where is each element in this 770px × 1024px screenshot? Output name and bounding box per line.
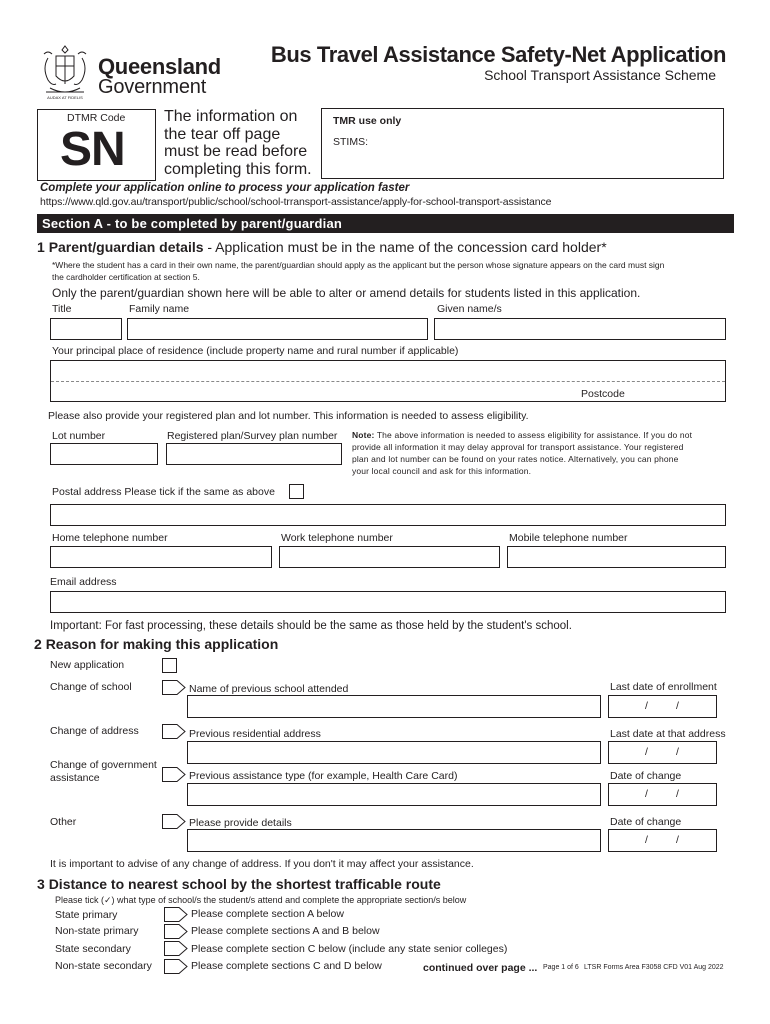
date-separator: / [676, 834, 679, 846]
school-type-label: State secondary [55, 943, 131, 955]
arrow-right-icon [162, 767, 186, 782]
arrow-right-icon [162, 814, 186, 829]
change-school-label: Change of school [50, 681, 132, 693]
q2-heading-text: Reason for making this application [45, 636, 279, 652]
plan-lot-note-line: provide all information it may delay approval for transport assistance. Your registered [352, 442, 684, 452]
arrow-right-icon [164, 941, 188, 956]
new-application-checkbox[interactable] [162, 658, 177, 673]
plan-lot-note-line: your local council and ask for this information. [352, 466, 532, 476]
logo-queensland: Queensland [98, 54, 221, 79]
postcode-label: Postcode [581, 388, 625, 400]
change-government-label [50, 759, 157, 785]
prev-address-input[interactable] [187, 741, 601, 764]
q1-heading-bold: Parent/guardian details [48, 239, 204, 255]
change-government-line: assistance [50, 772, 100, 784]
note-text: The above information is needed to assess eligibility for assistance. If you do not [374, 430, 693, 440]
online-heading: Complete your application online to process your application faster [40, 182, 410, 194]
q3-number: 3 [37, 876, 45, 892]
q1-footnote-line: *Where the student has a card in their own name, the parent/guardian should apply as the applicant but the person whose signature appears on the card must sign [52, 260, 665, 270]
given-name-input[interactable] [434, 318, 726, 340]
dtmr-code-label: DTMR Code [67, 112, 126, 124]
date-of-change-date[interactable] [608, 783, 717, 806]
prev-assistance-input[interactable] [187, 783, 601, 806]
mobile-telephone-input[interactable] [507, 546, 726, 568]
page-subtitle: School Transport Assistance Scheme [484, 67, 716, 83]
q1-footnote-line: the cardholder certification at section 5. [52, 272, 200, 282]
state-primary-checkbox[interactable] [164, 907, 188, 922]
tear-off-info [164, 108, 312, 178]
svg-text:AUDAX AT FIDELIS: AUDAX AT FIDELIS [47, 95, 83, 100]
work-telephone-label: Work telephone number [281, 532, 393, 544]
state-secondary-checkbox[interactable] [164, 941, 188, 956]
dtmr-code-value: SN [60, 123, 125, 176]
q1-footnote [52, 259, 664, 283]
online-url[interactable]: https://www.qld.gov.au/transport/public/school/school-trransport-assistance/apply-for-school-transport-assistance [40, 196, 552, 208]
date-separator: / [676, 788, 679, 800]
plan-lot-note-line: plan and lot number can be found on your rates notice. Alternatively, you can phone [352, 454, 679, 464]
change-government-checkbox[interactable] [162, 767, 186, 782]
plan-note: Please also provide your registered plan and lot number. This information is needed to assess eligibility. [48, 410, 529, 422]
q1-number: 1 [37, 239, 45, 255]
lot-number-input[interactable] [50, 443, 158, 465]
q3-instruction: Please tick (✓) what type of school/s the student/s attend and complete the appropriate section/s below [55, 895, 467, 905]
last-enrolment-label: Last date of enrollment [610, 681, 717, 693]
crest-icon [36, 42, 94, 102]
email-input[interactable] [50, 591, 726, 613]
prev-address-label: Previous residential address [189, 728, 321, 740]
last-date-address-date[interactable] [608, 741, 717, 764]
q1-only-note: Only the parent/guardian shown here will be able to alter or amend details for students listed in this application. [52, 286, 641, 300]
q1-heading-rest: - Application must be in the name of the concession card holder* [203, 239, 607, 255]
date-separator: / [676, 700, 679, 712]
family-name-label: Family name [129, 303, 190, 315]
registered-plan-input[interactable] [166, 443, 342, 465]
note-bold: Note: [352, 430, 375, 440]
school-type-label: State primary [55, 909, 118, 921]
other-checkbox[interactable] [162, 814, 186, 829]
school-type-label: Non-state primary [55, 925, 139, 937]
prev-assistance-label: Previous assistance type (for example, Health Care Card) [189, 770, 458, 782]
q2-number: 2 [34, 636, 42, 652]
date-separator: / [645, 746, 648, 758]
home-telephone-input[interactable] [50, 546, 272, 568]
date-separator: / [645, 788, 648, 800]
residence-label: Your principal place of residence (include property name and rural number if applicable) [52, 345, 459, 357]
advise-note: It is important to advise of any change of address. If you don't it may affect your assistance. [50, 858, 474, 870]
postal-address-input[interactable] [50, 504, 726, 526]
school-type-label: Non-state secondary [55, 960, 152, 972]
title-label: Title [52, 303, 72, 315]
non-state-primary-checkbox[interactable] [164, 924, 188, 939]
q3-heading [37, 876, 441, 892]
residence-divider [51, 381, 725, 382]
postal-same-checkbox[interactable] [289, 484, 304, 499]
school-type-instruction: Please complete sections A and B below [191, 925, 380, 937]
stims-label: STIMS: [333, 136, 369, 148]
q2-heading [34, 636, 278, 652]
family-name-input[interactable] [127, 318, 428, 340]
date-separator: / [645, 834, 648, 846]
date-of-change-2-label: Date of change [610, 816, 682, 828]
prev-school-input[interactable] [187, 695, 601, 718]
tear-off-info-line: The information on [164, 108, 298, 125]
page-number: Page 1 of 6 [543, 964, 579, 971]
lot-number-label: Lot number [52, 430, 106, 442]
arrow-right-icon [164, 959, 188, 974]
date-separator: / [676, 746, 679, 758]
logo-government: Government [98, 76, 207, 98]
given-name-label: Given name/s [437, 303, 502, 315]
q1-heading [37, 239, 607, 255]
prev-school-label: Name of previous school attended [189, 683, 349, 695]
non-state-secondary-checkbox[interactable] [164, 959, 188, 974]
tmr-use-only-title: TMR use only [333, 115, 402, 127]
continued-over-page: continued over page ... [423, 962, 538, 974]
new-application-label: New application [50, 659, 125, 671]
change-address-label: Change of address [50, 725, 139, 737]
plan-lot-note [352, 429, 692, 477]
tear-off-info-line: must be read before [164, 143, 308, 160]
date-of-change-label: Date of change [610, 770, 682, 782]
school-type-instruction: Please complete section A below [191, 908, 344, 920]
provide-details-label: Please provide details [189, 817, 292, 829]
tear-off-info-line: the tear off page [164, 125, 281, 143]
change-school-checkbox[interactable] [162, 680, 186, 695]
other-label: Other [50, 816, 77, 828]
section-a-header: Section A - to be completed by parent/guardian [37, 214, 734, 233]
registered-plan-label: Registered plan/Survey plan number [167, 430, 338, 442]
school-type-instruction: Please complete section C below (include any state senior colleges) [191, 943, 508, 955]
plan-lot-note-line [352, 429, 692, 441]
provide-details-input[interactable] [187, 829, 601, 852]
arrow-right-icon [164, 924, 188, 939]
work-telephone-input[interactable] [279, 546, 500, 568]
arrow-right-icon [162, 680, 186, 695]
last-date-address-label: Last date at that address [610, 728, 726, 740]
page-title: Bus Travel Assistance Safety-Net Application [270, 42, 726, 67]
change-government-line: Change of government [50, 759, 157, 771]
title-input[interactable] [50, 318, 122, 340]
form-info: LTSR Forms Area F3058 CFD V01 Aug 2022 [584, 964, 724, 971]
school-type-instruction: Please complete sections C and D below [191, 960, 382, 972]
postal-address-label: Postal address Please tick if the same as above [52, 486, 275, 498]
arrow-right-icon [164, 907, 188, 922]
tear-off-info-line: completing this form. [164, 160, 312, 178]
last-enrolment-date[interactable] [608, 695, 717, 718]
date-separator: / [645, 700, 648, 712]
home-telephone-label: Home telephone number [52, 532, 168, 544]
important-note: Important: For fast processing, these details should be the same as those held by the student's school. [50, 620, 572, 632]
date-of-change-2-date[interactable] [608, 829, 717, 852]
email-label: Email address [50, 576, 117, 588]
qld-crest-logo [36, 42, 94, 102]
mobile-telephone-label: Mobile telephone number [509, 532, 628, 544]
change-address-checkbox[interactable] [162, 724, 186, 739]
arrow-right-icon [162, 724, 186, 739]
q3-heading-text: Distance to nearest school by the shortest trafficable route [48, 876, 441, 892]
